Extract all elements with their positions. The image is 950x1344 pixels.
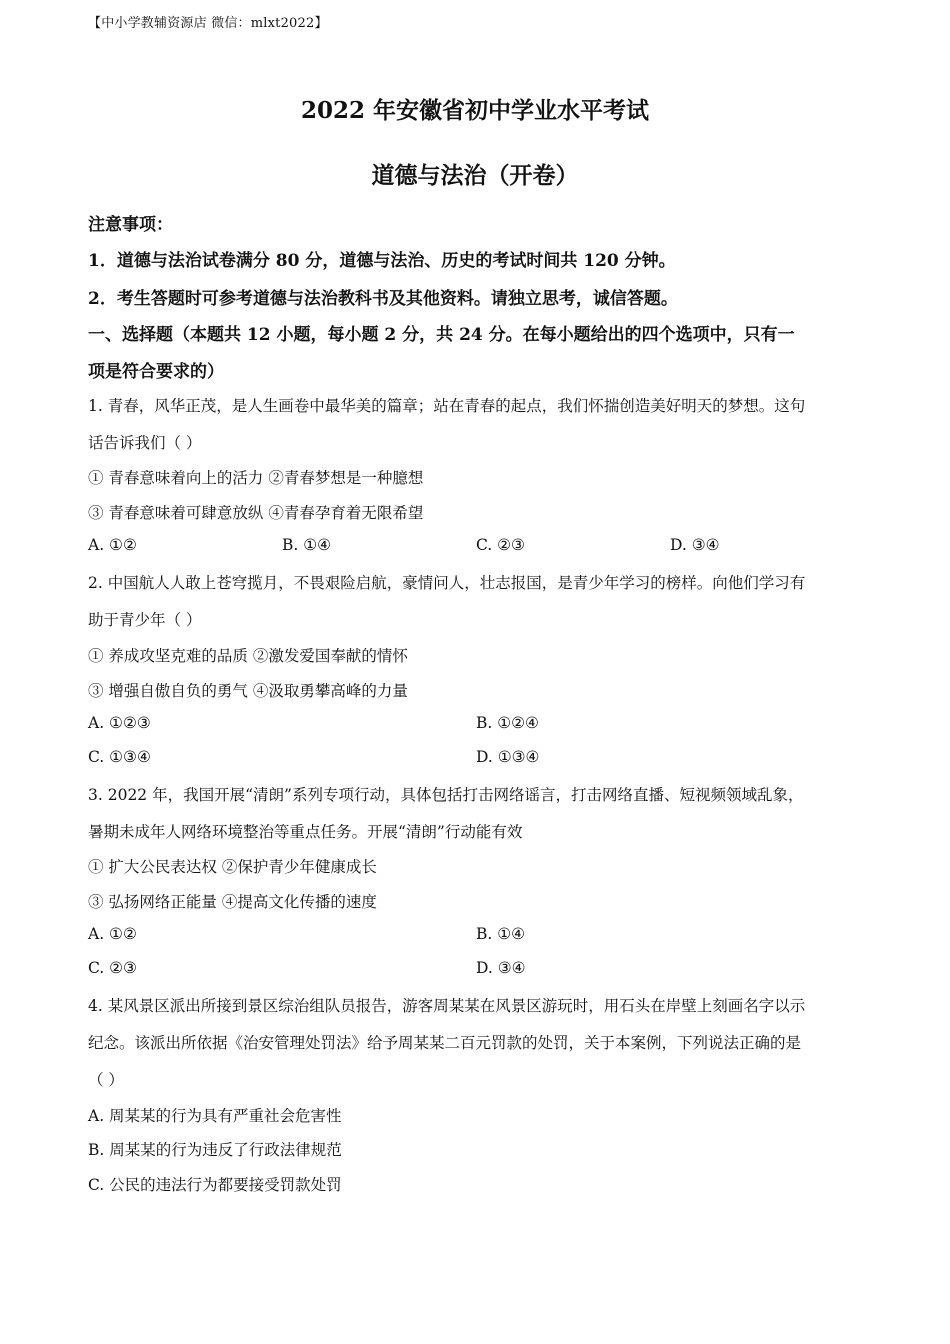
question-1-option-c: C. ②③ (476, 536, 525, 554)
exam-title: 2022 年安徽省初中学业水平考试 (300, 97, 650, 124)
question-4-stem-line-1: 4. 某风景区派出所接到景区综治组队员报告，游客周某某在风景区游玩时，用石头在岸壁上刻画名字以示 (88, 997, 806, 1015)
question-2-option-d: D. ①③④ (476, 748, 540, 766)
question-2-statements-2: ③ 增强自傲自负的勇气 ④汲取勇攀高峰的力量 (88, 682, 408, 700)
notice-item-1: 1．道德与法治试卷满分 80 分，道德与法治、历史的考试时间共 120 分钟。 (88, 251, 676, 271)
question-1-stem-line-2: 话告诉我们（ ） (88, 434, 202, 452)
question-3-option-b: B. ①④ (476, 925, 526, 943)
question-1-option-a: A. ①② (88, 536, 137, 554)
question-4-stem-line-2: 纪念。该派出所依据《治安管理处罚法》给予周某某二百元罚款的处罚，关于本案例，下列说法正确的是 (88, 1034, 802, 1052)
question-1-option-b: B. ①④ (282, 536, 332, 554)
question-3-stem-line-1: 3. 2022 年，我国开展“清朗”系列专项行动，具体包括打击网络谣言，打击网络直播、短视频领域乱象， (88, 786, 804, 804)
question-3-statements-1: ① 扩大公民表达权 ②保护青少年健康成长 (88, 858, 377, 876)
question-3-statements-2: ③ 弘扬网络正能量 ④提高文化传播的速度 (88, 893, 377, 911)
question-3-option-d: D. ③④ (476, 959, 526, 977)
question-3-option-a: A. ①② (88, 925, 137, 943)
question-2-option-c: C. ①③④ (88, 748, 151, 766)
question-3-option-c: C. ②③ (88, 959, 137, 977)
question-1-option-d: D. ③④ (670, 536, 720, 554)
question-3-stem-line-2: 暑期未成年人网络环境整治等重点任务。开展“清朗”行动能有效 (88, 823, 523, 841)
header-note: 【中小学教辅资源店 微信：mlxt2022】 (88, 16, 328, 31)
question-2-stem-line-2: 助于青少年（ ） (88, 611, 202, 629)
exam-subtitle: 道德与法治（开卷） (371, 162, 579, 189)
question-1-stem-line-1: 1. 青春，风华正茂，是人生画卷中最华美的篇章；站在青春的起点，我们怀揣创造美好明天的梦想。这句 (88, 397, 806, 415)
question-4-stem-line-3: （ ） (88, 1071, 124, 1089)
question-1-statements-1: ① 青春意味着向上的活力 ②青春梦想是一种臆想 (88, 469, 424, 487)
question-2-stem-line-1: 2. 中国航人人敢上苍穹揽月，不畏艰险启航，豪情问人，壮志报国，是青少年学习的榜样。向他们学习有 (88, 574, 806, 592)
question-1-statements-2: ③ 青春意味着可肆意放纵 ④青春孕育着无限希望 (88, 504, 424, 522)
section-heading-line-1: 一、选择题（本题共 12 小题，每小题 2 分，共 24 分。在每小题给出的四个选项中，只有一 (88, 325, 795, 345)
question-2-statements-1: ① 养成攻坚克难的品质 ②激发爱国奉献的情怀 (88, 647, 408, 665)
question-4-option-a: A. 周某某的行为具有严重社会危害性 (88, 1107, 342, 1125)
notice-item-2: 2．考生答题时可参考道德与法治教科书及其他资料。请独立思考，诚信答题。 (88, 289, 678, 309)
section-heading-line-2: 项是符合要求的） (88, 362, 224, 382)
question-4-option-c: C. 公民的违法行为都要接受罚款处罚 (88, 1176, 342, 1194)
question-2-option-a: A. ①②③ (88, 714, 151, 732)
question-2-option-b: B. ①②④ (476, 714, 539, 732)
notice-heading: 注意事项： (88, 215, 173, 235)
question-4-option-b: B. 周某某的行为违反了行政法律规范 (88, 1141, 342, 1159)
